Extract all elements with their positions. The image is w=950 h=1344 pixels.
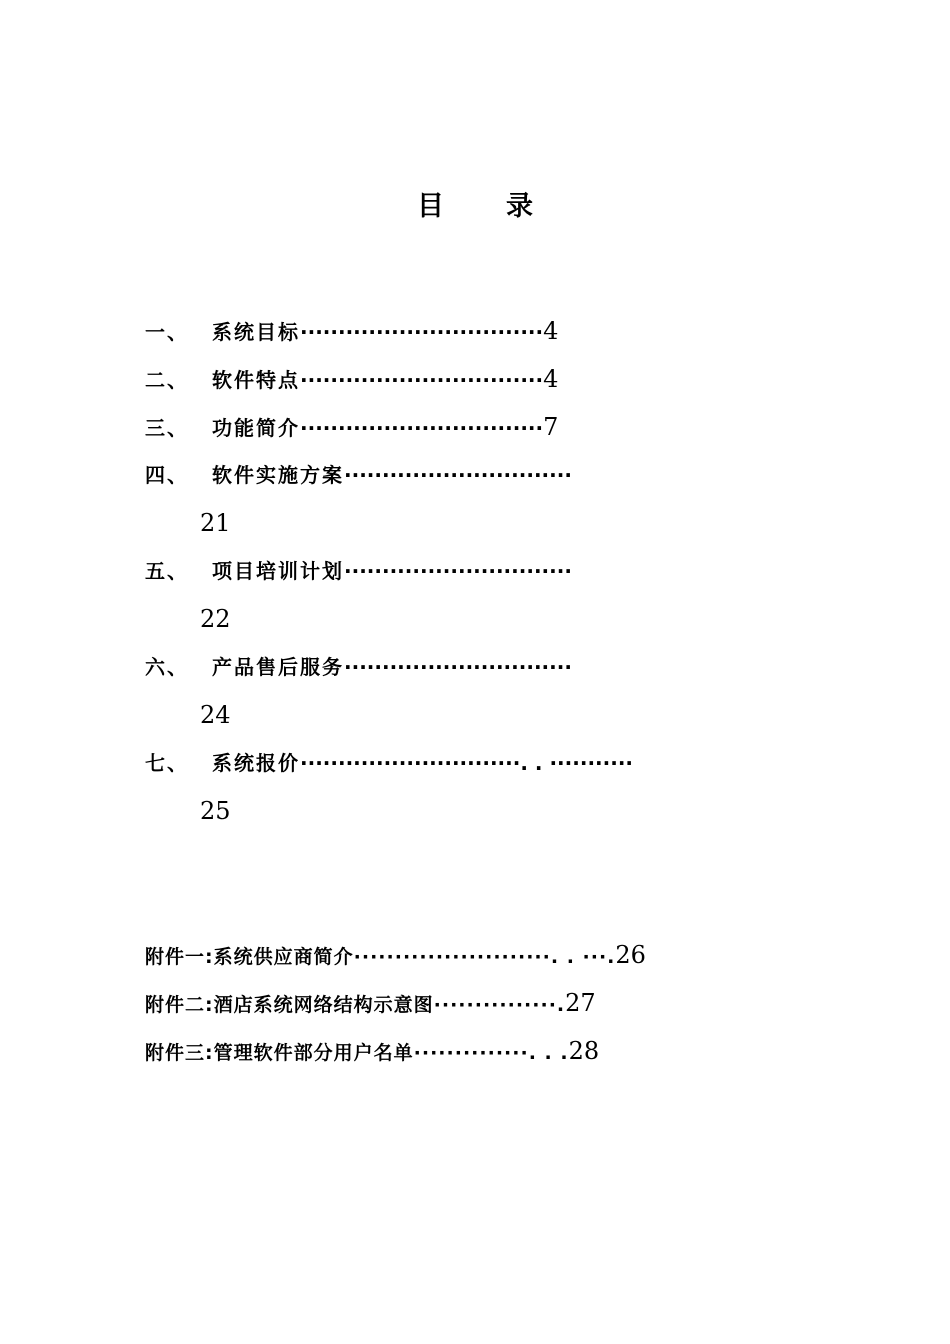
toc-number: 五、: [145, 559, 189, 583]
toc-title: 产品售后服务: [212, 655, 344, 679]
toc-title: 项目培训计划: [212, 559, 344, 583]
leader-dots: ······························: [344, 655, 572, 679]
toc-title: 软件特点: [212, 368, 300, 392]
toc-page: 4: [543, 317, 559, 345]
toc-entry-2[interactable]: [145, 364, 558, 394]
leader-dots: ································: [300, 320, 544, 344]
appendix-page: 27: [565, 989, 596, 1017]
toc-page-wrapped: 21: [200, 509, 231, 537]
toc-number: 六、: [145, 655, 189, 679]
appendix-page: 26: [615, 941, 646, 969]
toc-title: 系统报价: [212, 751, 300, 775]
appendix-separator: :: [205, 946, 214, 968]
appendix-label: 附件一: [145, 946, 206, 968]
toc-page-wrapped: 22: [200, 605, 231, 633]
appendix-title: 管理软件部分用户名单: [213, 1042, 414, 1064]
toc-title: 软件实施方案: [212, 463, 344, 487]
toc-number: 一、: [145, 320, 189, 344]
toc-page-wrapped: 24: [200, 701, 231, 729]
toc-number: 七、: [145, 751, 189, 775]
toc-entry-1[interactable]: [145, 316, 558, 346]
toc-number: 三、: [145, 416, 189, 440]
leader-dots: ···············.: [433, 994, 566, 1016]
toc-title: 功能简介: [212, 416, 300, 440]
appendix-separator: :: [205, 994, 214, 1016]
appendix-label: 附件三: [145, 1042, 206, 1064]
appendix-title: 酒店系统网络结构示意图: [213, 994, 434, 1016]
appendix-separator: :: [205, 1042, 214, 1064]
toc-title: 系统目标: [212, 320, 300, 344]
page-title: 目录: [417, 191, 595, 222]
leader-dots: ······························: [344, 463, 572, 487]
leader-dots: ··············. . .: [413, 1042, 569, 1064]
leader-dots: ································: [300, 416, 544, 440]
appendix-entry-3[interactable]: [145, 1036, 599, 1066]
toc-entry-7[interactable]: [145, 748, 633, 778]
appendix-entry-2[interactable]: [145, 988, 596, 1018]
appendix-entry-1[interactable]: [145, 940, 646, 970]
toc-entry-4[interactable]: [145, 460, 572, 490]
toc-entry-3[interactable]: [145, 412, 558, 442]
toc-page: 7: [543, 413, 559, 441]
appendix-title: 系统供应商简介: [213, 946, 354, 968]
appendix-label: 附件二: [145, 994, 206, 1016]
toc-number: 四、: [145, 463, 189, 487]
toc-page-wrapped: 25: [200, 797, 231, 825]
toc-entry-5[interactable]: [145, 556, 572, 586]
leader-dots: ·····························. . ···········: [300, 751, 634, 775]
toc-entry-6[interactable]: [145, 652, 572, 682]
appendix-page: 28: [568, 1037, 600, 1065]
leader-dots: ························. . ···.: [353, 946, 616, 968]
leader-dots: ······························: [344, 559, 572, 583]
leader-dots: ································: [300, 368, 544, 392]
toc-number: 二、: [145, 368, 189, 392]
toc-page: 4: [543, 365, 559, 393]
